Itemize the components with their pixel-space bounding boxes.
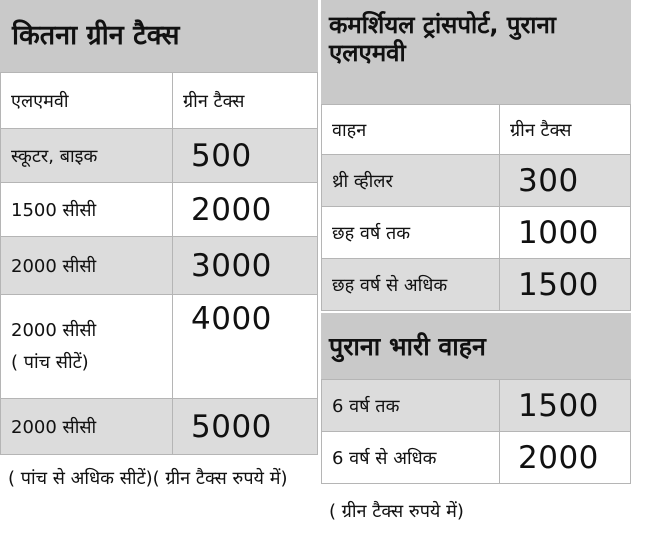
right-footnote: ( ग्रीन टैक्स रुपये में)	[329, 501, 464, 522]
table-row	[1, 399, 318, 455]
row-label: 2000 सीसी	[1, 237, 173, 295]
table-row	[322, 380, 631, 432]
left-table-panel	[0, 0, 318, 493]
row-value: 4000	[173, 295, 318, 399]
table-row	[1, 237, 318, 295]
left-title: कितना ग्रीन टैक्स	[0, 0, 318, 72]
row-label: छह वर्ष तक	[322, 207, 500, 259]
row-label	[1, 295, 173, 399]
table-row	[1, 129, 318, 183]
table-row	[322, 432, 631, 484]
left-tax-table	[0, 72, 318, 455]
table-row	[1, 183, 318, 237]
heavy-vehicle-subtitle: पुराना भारी वाहन	[321, 313, 631, 379]
table-row	[322, 155, 631, 207]
commercial-tax-table	[321, 104, 631, 311]
table-row	[322, 207, 631, 259]
row-label: 6 वर्ष से अधिक	[322, 432, 500, 484]
column-header: एलएमवी	[1, 73, 173, 129]
row-value: 1500	[500, 380, 631, 432]
row-value: 300	[500, 155, 631, 207]
table-header-row	[1, 73, 318, 129]
row-value: 2000	[173, 183, 318, 237]
row-label: स्कूटर, बाइक	[1, 129, 173, 183]
row-label-line2: ( पांच सीटें)	[11, 351, 89, 373]
row-label: थ्री व्हीलर	[322, 155, 500, 207]
heavy-vehicle-tax-table	[321, 379, 631, 484]
left-footnote: ( पांच से अधिक सीटें)( ग्रीन टैक्स रुपये में)	[8, 468, 288, 489]
row-label-line1: 2000 सीसी	[11, 320, 97, 341]
row-value: 500	[173, 129, 318, 183]
row-label: छह वर्ष से अधिक	[322, 259, 500, 311]
column-header: ग्रीन टैक्स	[500, 105, 631, 155]
column-header: ग्रीन टैक्स	[173, 73, 318, 129]
row-value: 2000	[500, 432, 631, 484]
row-value: 1500	[500, 259, 631, 311]
row-label: 6 वर्ष तक	[322, 380, 500, 432]
right-table-panel	[321, 0, 631, 526]
right-title: कमर्शियल ट्रांसपोर्ट, पुराना एलएमवी	[321, 0, 631, 104]
row-value: 5000	[173, 399, 318, 455]
row-label: 1500 सीसी	[1, 183, 173, 237]
row-value: 1000	[500, 207, 631, 259]
table-row	[1, 295, 318, 399]
column-header: वाहन	[322, 105, 500, 155]
row-value: 3000	[173, 237, 318, 295]
table-row	[322, 259, 631, 311]
table-header-row	[322, 105, 631, 155]
row-label: 2000 सीसी	[1, 399, 173, 455]
